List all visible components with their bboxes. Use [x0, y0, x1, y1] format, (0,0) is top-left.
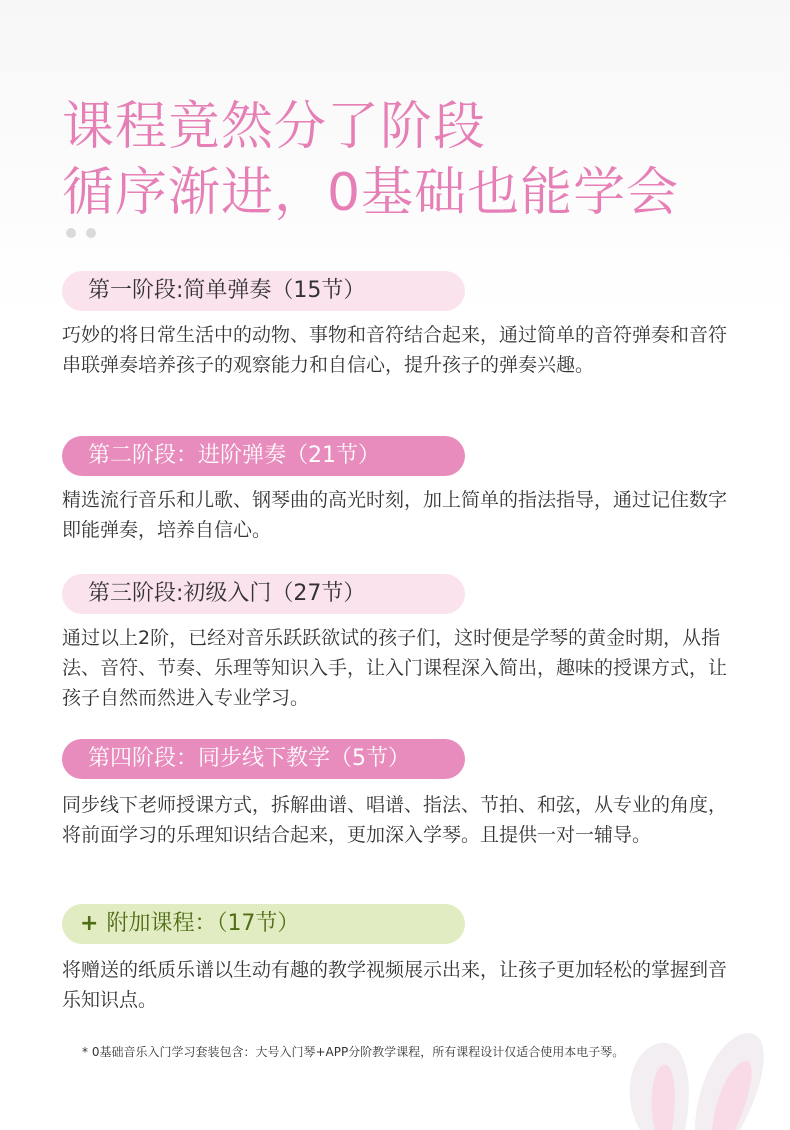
- stage-3-label: 第三阶段:初级入门（27节）: [62, 574, 465, 614]
- pagination-dots: [66, 228, 96, 238]
- extra-course-label-text: 附加课程：（17节）: [106, 911, 300, 936]
- plus-icon: +: [80, 911, 99, 936]
- stage-4-label: 第四阶段：同步线下教学（5节）: [62, 739, 465, 779]
- stage-4-description: 同步线下老师授课方式，拆解曲谱、唱谱、指法、节拍、和弦，从专业的角度，将前面学习的乐理知识结合起来，更加深入学琴。且提供一对一辅导。: [62, 794, 728, 846]
- dot-2: [86, 228, 96, 238]
- footnote: * 0基础音乐入门学习套装包含：大号入门琴+APP分阶教学课程，所有课程设计仅适合使用本电子琴。: [82, 1045, 625, 1059]
- page-title-line-2: 循序渐进，0基础也能学会: [62, 163, 680, 223]
- extra-course-description: 将赠送的纸质乐谱以生动有趣的教学视频展示出来，让孩子更加轻松的掌握到音乐知识点。: [62, 959, 728, 1011]
- stage-2-description: 精选流行音乐和儿歌、钢琴曲的高光时刻，加上简单的指法指导，通过记住数字即能弹奏，培养自信心。: [62, 489, 728, 541]
- stage-1-description: 巧妙的将日常生活中的动物、事物和音符结合起来，通过简单的音符弹奏和音符串联弹奏培养孩子的观察能力和自信心，提升孩子的弹奏兴趣。: [62, 324, 728, 376]
- stage-3-description: 通过以上2阶，已经对音乐跃跃欲试的孩子们，这时便是学琴的黄金时期，从指法、音符、节奏、乐理等知识入手，让入门课程深入简出，趣味的授课方式，让孩子自然而然进入专业学习。: [62, 627, 728, 709]
- page-title-line-1: 课程竟然分了阶段: [62, 97, 487, 157]
- dot-1: [66, 228, 76, 238]
- bunny-ears-icon: [600, 1025, 790, 1130]
- extra-course-label: [62, 904, 465, 944]
- stage-1-label: 第一阶段:简单弹奏（15节）: [62, 271, 465, 311]
- stage-2-label: 第二阶段：进阶弹奏（21节）: [62, 436, 465, 476]
